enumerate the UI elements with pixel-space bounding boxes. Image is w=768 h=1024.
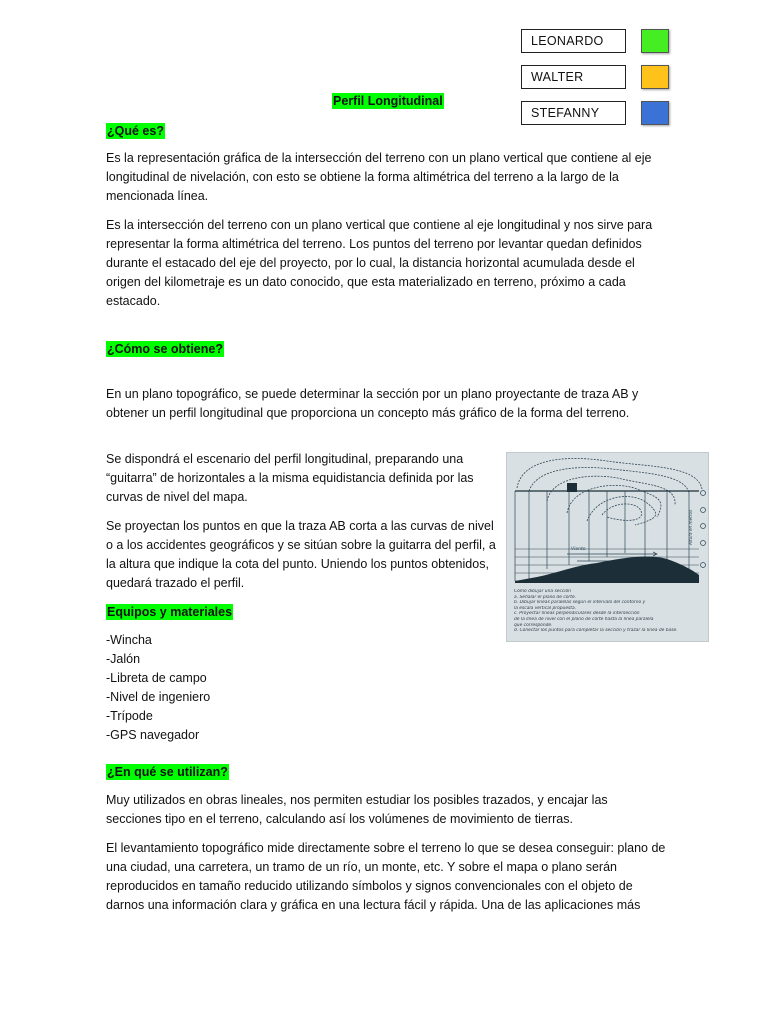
legend-swatch-leonardo [641, 29, 669, 53]
legend-name-leonardo: LEONARDO [521, 29, 626, 53]
list-item: -GPS navegador [106, 728, 200, 742]
heading-que-es [106, 122, 165, 141]
page-title [332, 92, 444, 111]
paragraph-que-es-1: Es la representación gráfica de la intersección del terreno con un plano vertical que contiene al eje longitudinal de nivelación, con esto se obtiene la forma altimétrica del terreno a la largo de la mencionada línea. [106, 151, 652, 203]
paragraph-como-2: Se dispondrá el escenario del perfil longitudinal, preparando una “guitarra” de horizontales a la misma equidistancia definida por las curvas de nivel del mapa. [106, 452, 474, 504]
terrain-profile [515, 556, 699, 583]
figure-caption [514, 589, 704, 634]
legend-swatch-stefanny [641, 101, 669, 125]
list-item: -Nivel de ingeniero [106, 690, 211, 704]
list-item: -Libreta de campo [106, 671, 207, 685]
paragraph-como-1: En un plano topográfico, se puede determinar la sección por un plano proyectante de traza AB y obtener un perfil longitudinal que proporciona un concepto más gráfico de la forma del terreno. [106, 387, 639, 420]
list-item: -Jalón [106, 652, 141, 666]
side-label: Altura en metros [688, 509, 693, 545]
list-item: -Trípode [106, 709, 153, 723]
caption-line: la escala vertical propuesta. [514, 605, 577, 611]
caption-line: de la línea de nivel con el plano de corte hasta la línea paralela [514, 616, 654, 622]
caption-line: d. Conectar los puntos para completar la sección y trazar la línea de base. [514, 628, 678, 634]
heading-equipos-text: Equipos y materiales [107, 605, 233, 619]
profile-section-figure [506, 452, 709, 642]
paragraph-uso-1: Muy utilizados en obras lineales, nos permiten estudiar los posibles trazados, y encajar las secciones tipo en el terreno, calculando así los volúmenes de movimiento de tierras. [106, 793, 608, 826]
heading-uso [106, 763, 229, 782]
caption-line: Cómo dibujar una sección [514, 589, 571, 594]
paragraph-uso-2: El levantamiento topográfico mide directamente sobre el terreno lo que se desea conseguir: plano de una ciudad, una carretera, un tramo de un río, un monte, etc. Y sobre el mapa o plano serán reproducidos en tamaño reducido utilizando símbolos y signos convencionales con el objeto de darnos una información clara y gráfica en una lectura fácil y rápida. Una de las aplicaciones más [106, 841, 666, 912]
caption-line: c. Proyectar líneas perpendiculares desde la intersección [514, 611, 640, 617]
legend-name-stefanny: STEFANNY [521, 101, 626, 125]
heading-como-text: ¿Cómo se obtiene? [107, 342, 223, 356]
heading-que-es-text: ¿Qué es? [107, 124, 164, 138]
wind-label: Viento [571, 547, 586, 552]
house-marker [567, 483, 577, 492]
paragraph-como-3: Se proyectan los puntos en que la traza AB corta a las curvas de nivel o a los accidentes geográficos y se sitúan sobre la guitarra del perfil, a la altura que indique la cota del punto. Uniendo los puntos obtenidos, quedará trazado el perfil. [106, 519, 496, 590]
heading-uso-text: ¿En qué se utilizan? [107, 765, 228, 779]
list-item: -Wincha [106, 633, 152, 647]
caption-line: a. Señalar el plano de corte. [514, 594, 577, 600]
equipment-list [106, 631, 210, 745]
legend-name-walter: WALTER [521, 65, 626, 89]
heading-como [106, 340, 224, 359]
caption-line: b. Dibujar líneas paralelas según el intervalo del contorno y [514, 600, 646, 606]
heading-equipos [106, 603, 233, 622]
caption-line: que corresponde. [514, 622, 553, 628]
legend-swatch-walter [641, 65, 669, 89]
paragraph-que-es-2: Es la intersección del terreno con un plano vertical que contiene al eje longitudinal y nos sirve para representar la forma altimétrica del terreno. Los puntos del terreno por levantar quedan definidos durante el estacado del eje del proyecto, por lo cual, la distancia horizontal acumulada desde el origen del kilometraje es un dato conocido, que esta materializado en terreno, próximo a cada estacado. [106, 218, 653, 308]
page-title-text: Perfil Longitudinal [333, 94, 443, 108]
